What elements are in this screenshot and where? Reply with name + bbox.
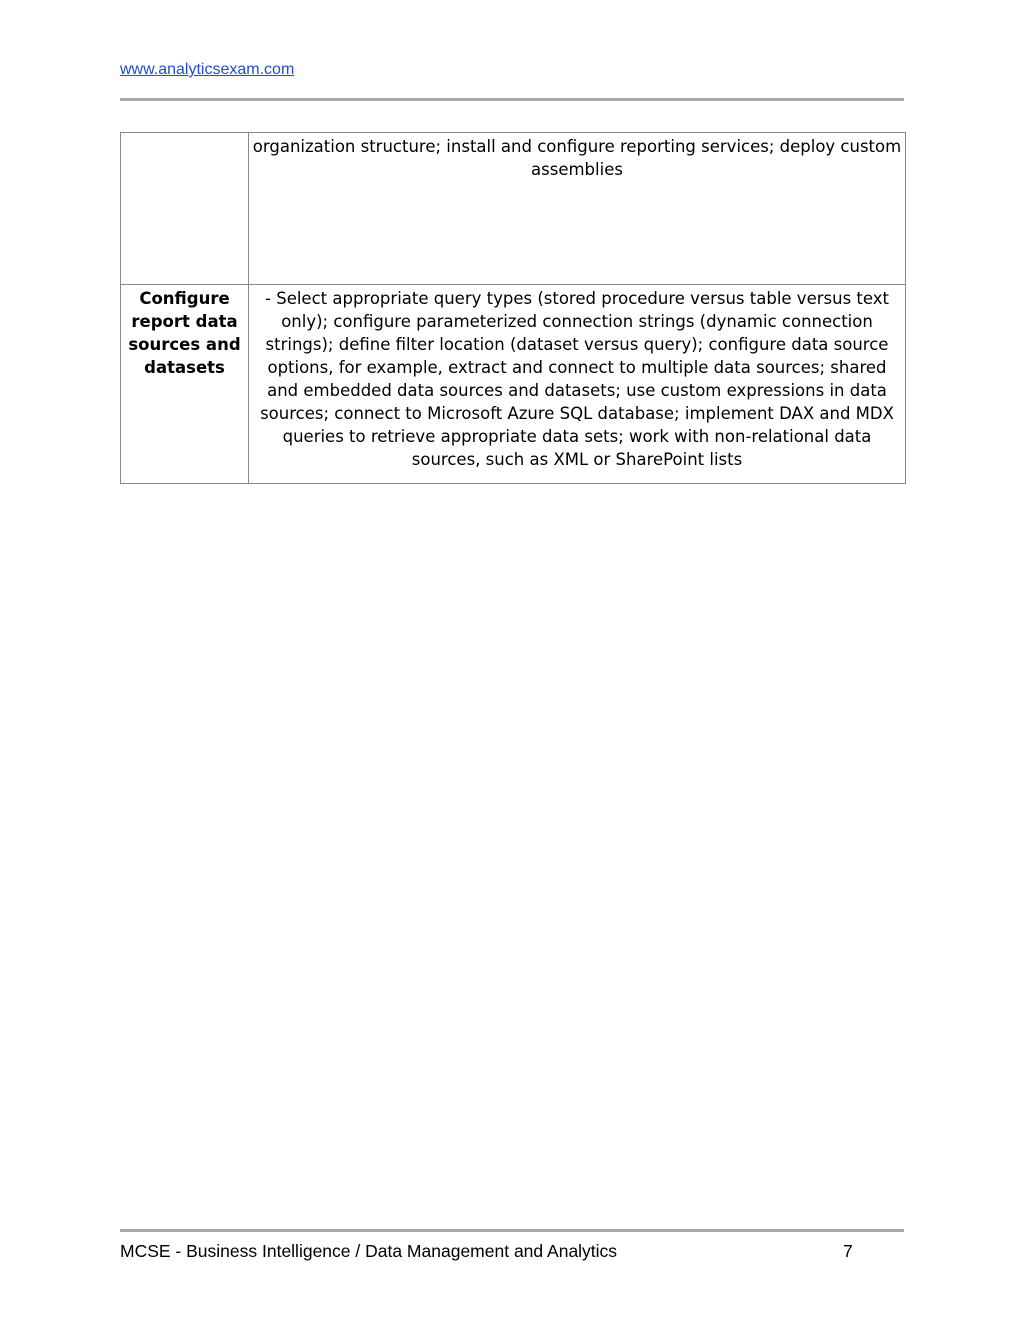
description-cell: organization structure; install and configure reporting services; deploy custom assemblies (249, 133, 906, 285)
header-divider (120, 98, 904, 101)
footer-title: MCSE - Business Intelligence / Data Management and Analytics (120, 1241, 618, 1261)
description-cell: - Select appropriate query types (stored procedure versus table versus text only); configure parameterized connection strings (dynamic connection strings); define filter location (dataset versus query); configure data source options, for example, extract and connect to multiple data sources; shared and embedded data sources and datasets; use custom expressions in data sources; connect to Microsoft Azure SQL database; implement DAX and MDX queries to retrieve appropriate data sets; work with non-relational data sources, such as XML or SharePoint lists (249, 285, 906, 484)
footer-divider (120, 1229, 904, 1232)
topic-cell (121, 133, 249, 285)
header-website-link[interactable]: www.analyticsexam.com (120, 61, 295, 78)
page-number: 7 (843, 1241, 853, 1261)
table-row (121, 133, 906, 285)
table-row (121, 285, 906, 484)
exam-objectives-table (120, 132, 906, 484)
topic-cell: Configure report data sources and datasets (121, 285, 249, 484)
